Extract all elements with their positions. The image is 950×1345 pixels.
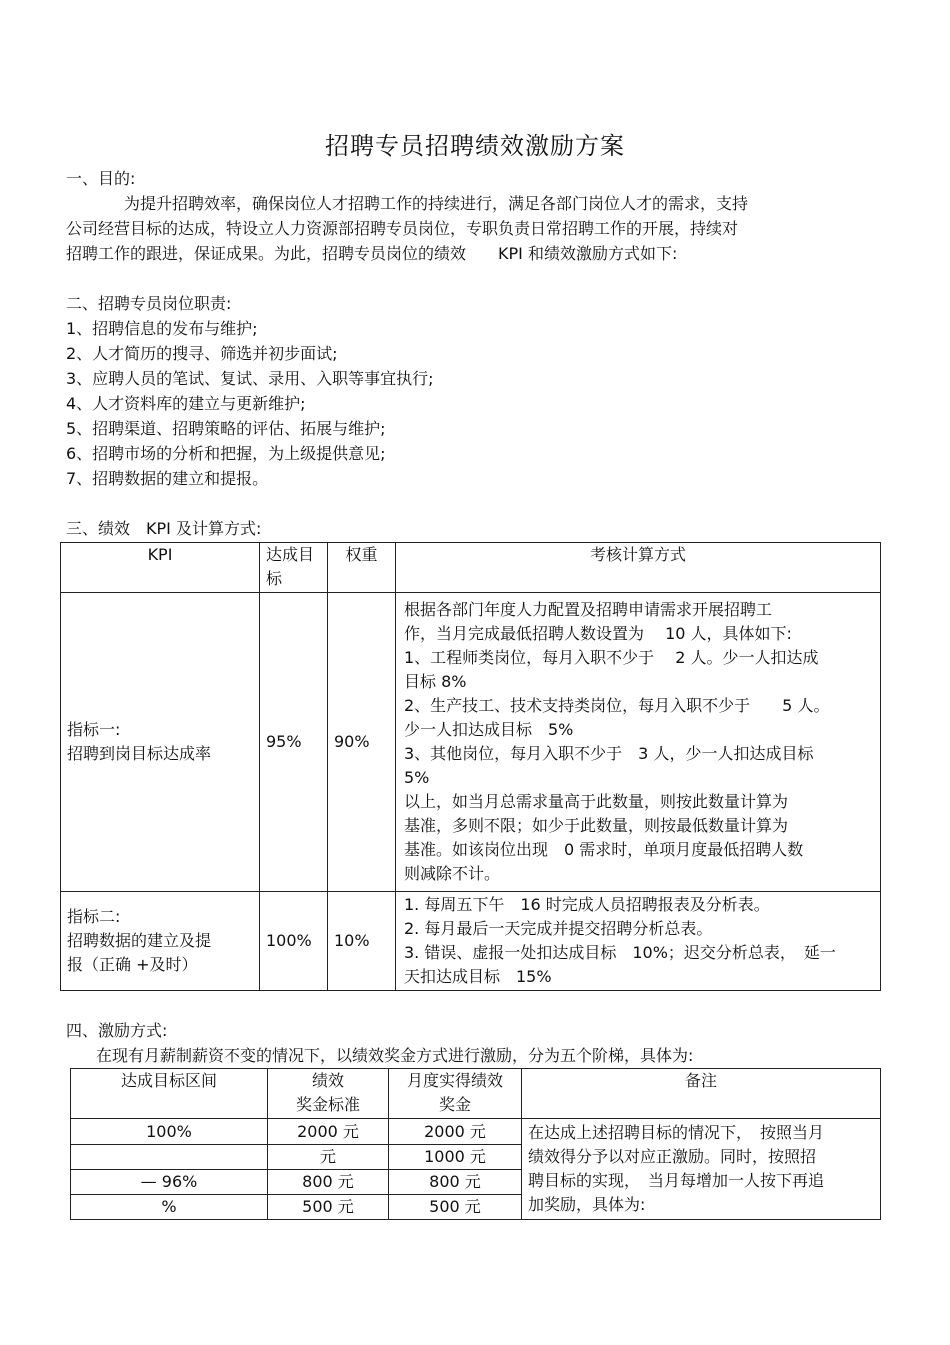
kpi-method-line: 2、生产技工、技术支持类岗位，每月入职不少于 5 人。	[404, 696, 830, 715]
kpi-method-line: 1. 每周五下午 16 时完成人员招聘报表及分析表。	[404, 895, 770, 914]
incentive-header-actual-line: 奖金	[438, 1095, 471, 1114]
duty-item: 1、招聘信息的发布与维护;	[66, 319, 258, 338]
kpi-indicator-desc: 招聘数据的建立及提	[67, 931, 212, 950]
incentive-note-line: 聘目标的实现， 当月每增加一人按下再追	[528, 1171, 825, 1190]
kpi-indicator-desc: 报（正确 +及时）	[67, 955, 198, 974]
incentive-table-row	[71, 1119, 881, 1145]
kpi-method-line: 目标 8%	[404, 672, 467, 691]
kpi-header-method: 考核计算方式	[396, 543, 881, 593]
incentive-range	[71, 1145, 268, 1170]
duty-item: 6、招聘市场的分析和把握，为上级提供意见;	[66, 444, 386, 463]
incentive-range: %	[71, 1195, 268, 1220]
section-2-heading: 二、招聘专员岗位职责:	[66, 294, 232, 313]
kpi-indicator-desc: 招聘到岗目标达成率	[67, 744, 212, 763]
incentive-range: 100%	[71, 1119, 268, 1145]
kpi-method-line: 少一人扣达成目标 5%	[404, 720, 574, 739]
incentive-standard: 800 元	[268, 1170, 389, 1195]
section-1-paragraph-line: 为提升招聘效率，确保岗位人才招聘工作的持续进行，满足各部门岗位人才的需求，支持	[124, 194, 749, 213]
incentive-standard: 2000 元	[268, 1119, 389, 1145]
kpi-indicator-label: 指标一:	[67, 720, 121, 739]
section-1-heading: 一、目的:	[66, 169, 136, 188]
kpi-method-line: 5%	[404, 768, 430, 787]
incentive-header-standard	[268, 1069, 389, 1119]
duty-item: 3、应聘人员的笔试、复试、录用、入职等事宜执行;	[66, 369, 434, 388]
incentive-header-note: 备注	[522, 1069, 881, 1119]
incentive-header-actual-line: 月度实得绩效	[406, 1071, 503, 1090]
kpi-method-line: 以上，如当月总需求量高于此数量，则按此数量计算为	[404, 792, 789, 811]
kpi-target-value: 100%	[260, 892, 328, 991]
duty-item: 5、招聘渠道、招聘策略的评估、拓展与维护;	[66, 419, 386, 438]
kpi-table-row	[61, 892, 881, 991]
incentive-header-actual	[389, 1069, 522, 1119]
duty-item: 4、人才资料库的建立与更新维护;	[66, 394, 306, 413]
kpi-method-cell	[396, 593, 881, 892]
duty-item: 2、人才简历的搜寻、筛选并初步面试;	[66, 344, 338, 363]
section-1-paragraph-line: 招聘工作的跟进，保证成果。为此，招聘专员岗位的绩效 KPI 和绩效激励方式如下:	[66, 244, 678, 263]
duty-item: 7、招聘数据的建立和提报。	[66, 469, 269, 488]
incentive-note-cell	[522, 1119, 881, 1220]
kpi-indicator-label: 指标二:	[67, 907, 121, 926]
section-3-heading: 三、绩效 KPI 及计算方式:	[66, 519, 262, 538]
incentive-table-header-row	[71, 1069, 881, 1119]
section-1-paragraph-line: 公司经营目标的达成，特设立人力资源部招聘专员岗位，专职负责日常招聘工作的开展，持续对	[66, 219, 739, 238]
kpi-indicator-name	[61, 892, 260, 991]
kpi-indicator-name	[61, 593, 260, 892]
incentive-table	[70, 1068, 881, 1220]
kpi-header-target: 达成目标	[260, 543, 328, 593]
kpi-method-line: 2. 每月最后一天完成并提交招聘分析总表。	[404, 919, 713, 938]
section-4-heading: 四、激励方式:	[66, 1021, 168, 1040]
kpi-target-value: 95%	[260, 593, 328, 892]
kpi-method-line: 基准，多则不限；如少于此数量，则按最低数量计算为	[404, 816, 789, 835]
incentive-standard: 500 元	[268, 1195, 389, 1220]
kpi-method-line: 天扣达成目标 15%	[404, 967, 552, 986]
kpi-method-line: 根据各部门年度人力配置及招聘申请需求开展招聘工	[404, 600, 773, 619]
kpi-method-line: 基准。如该岗位出现 0 需求时，单项月度最低招聘人数	[404, 840, 804, 859]
incentive-actual: 1000 元	[389, 1145, 522, 1170]
incentive-header-range: 达成目标区间	[71, 1069, 268, 1119]
kpi-method-line: 则减除不计。	[404, 864, 501, 883]
kpi-method-line: 3、其他岗位，每月入职不少于 3 人，少一人扣达成目标	[404, 744, 814, 763]
incentive-note-line: 绩效得分予以对应正激励。同时，按照招	[528, 1147, 817, 1166]
section-4-intro: 在现有月薪制薪资不变的情况下，以绩效奖金方式进行激励，分为五个阶梯，具体为:	[96, 1046, 694, 1065]
incentive-standard: 元	[268, 1145, 389, 1170]
incentive-actual: 500 元	[389, 1195, 522, 1220]
document-title: 招聘专员招聘绩效激励方案	[325, 132, 625, 160]
kpi-method-line: 作，当月完成最低招聘人数设置为 10 人，具体如下:	[404, 624, 792, 643]
incentive-header-standard-line: 奖金标准	[295, 1095, 360, 1114]
kpi-table	[60, 542, 881, 991]
kpi-method-cell	[396, 892, 881, 991]
kpi-header-weight: 权重	[328, 543, 396, 593]
kpi-method-line: 1、工程师类岗位，每月入职不少于 2 人。少一人扣达成	[404, 648, 819, 667]
kpi-table-header-row	[61, 543, 881, 593]
kpi-weight-value: 10%	[328, 892, 396, 991]
incentive-header-standard-line: 绩效	[311, 1071, 344, 1090]
kpi-table-row	[61, 593, 881, 892]
kpi-weight-value: 90%	[328, 593, 396, 892]
incentive-range: — 96%	[71, 1170, 268, 1195]
incentive-actual: 2000 元	[389, 1119, 522, 1145]
incentive-note-line: 在达成上述招聘目标的情况下， 按照当月	[528, 1123, 825, 1142]
kpi-method-line: 3. 错误、虚报一处扣达成目标 10%；迟交分析总表， 延一	[404, 943, 836, 962]
kpi-header-kpi: KPI	[61, 543, 260, 593]
incentive-actual: 800 元	[389, 1170, 522, 1195]
incentive-note-line: 加奖励，具体为:	[528, 1195, 646, 1214]
